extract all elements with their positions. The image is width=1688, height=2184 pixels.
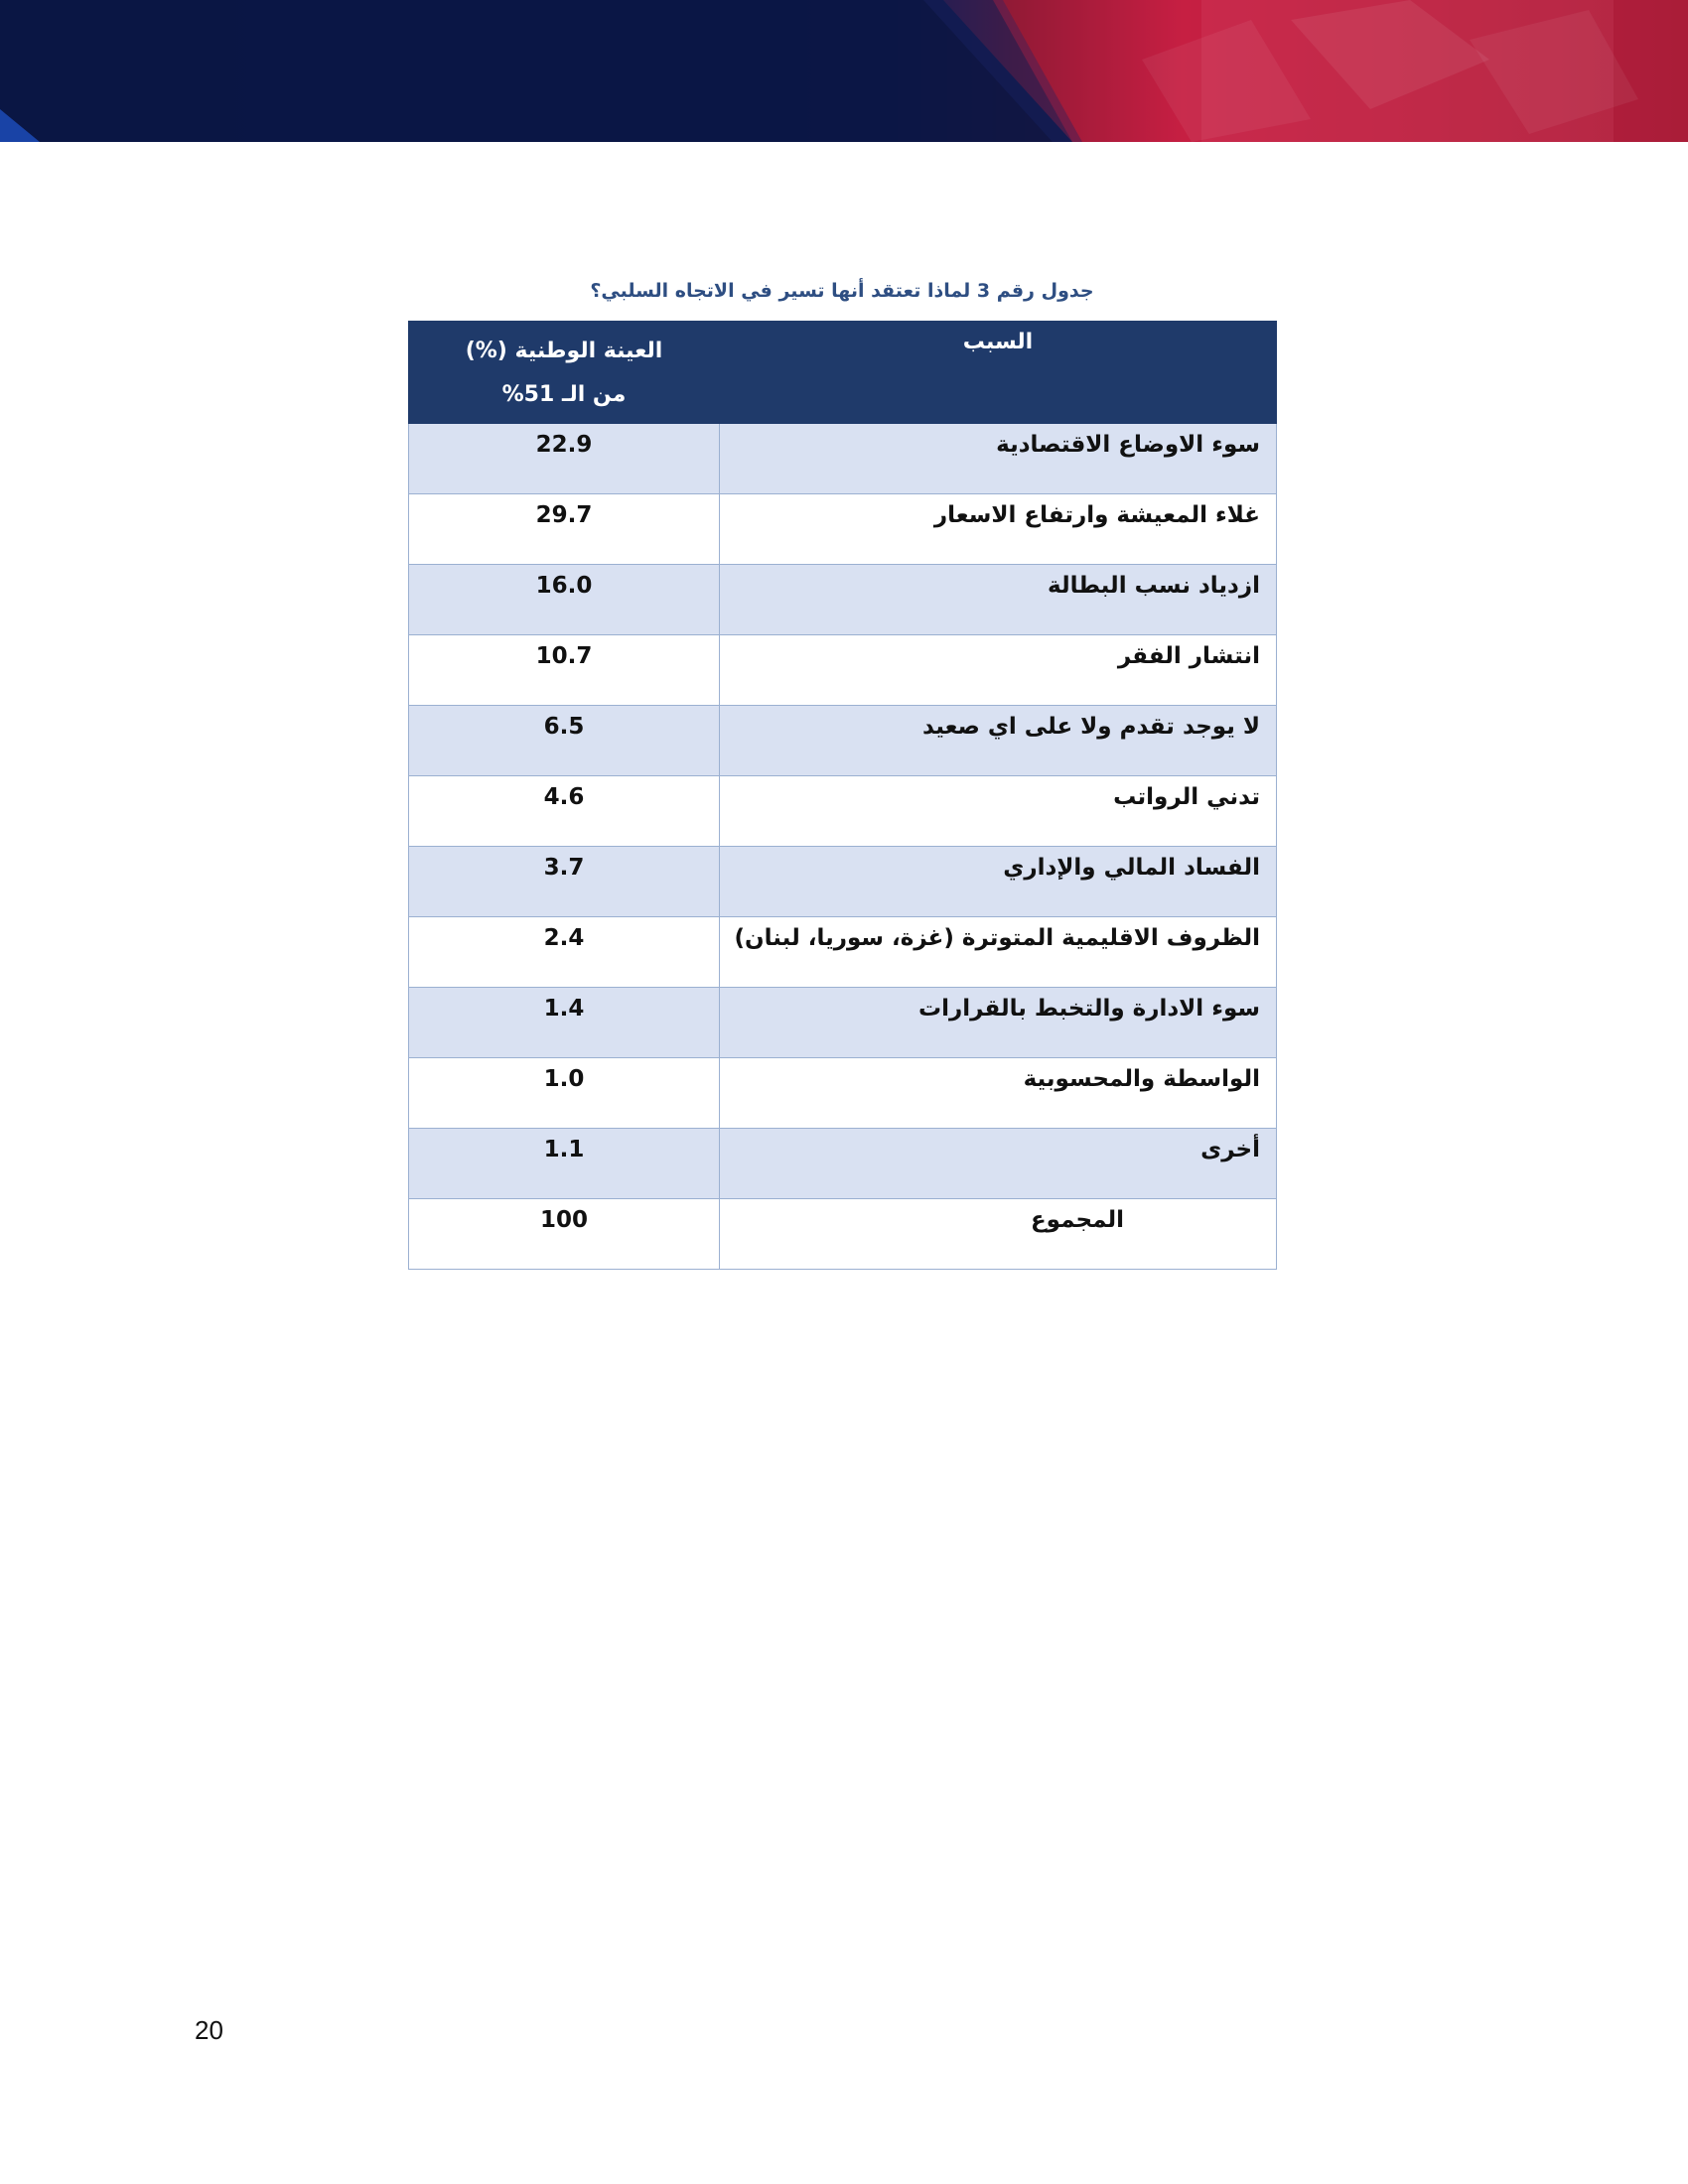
value-cell: 29.7	[409, 494, 720, 565]
table-row	[409, 988, 1277, 1058]
column-header-value-line1: العينة الوطنية (%)	[465, 339, 663, 363]
reason-cell: انتشار الفقر	[720, 635, 1277, 706]
table-row	[409, 424, 1277, 494]
page-number: 20	[195, 2015, 223, 2045]
column-header-value	[409, 322, 720, 424]
table-caption: جدول رقم 3 لماذا تعتقد أنها تسير في الاتجاه السلبي؟	[590, 280, 1094, 302]
table-row	[409, 1058, 1277, 1129]
reasons-table	[408, 321, 1277, 1270]
header-banner	[0, 0, 1688, 142]
value-cell: 6.5	[409, 706, 720, 776]
column-header-value-line2: من الـ 51%	[501, 382, 627, 407]
table-total-row	[409, 1199, 1277, 1270]
reason-cell: لا يوجد تقدم ولا على اي صعيد	[720, 706, 1277, 776]
value-cell: 10.7	[409, 635, 720, 706]
table-row	[409, 706, 1277, 776]
table-row	[409, 565, 1277, 635]
value-cell: 2.4	[409, 917, 720, 988]
value-cell: 1.4	[409, 988, 720, 1058]
table-row	[409, 847, 1277, 917]
value-cell: 1.0	[409, 1058, 720, 1129]
reasons-table-container	[408, 321, 1276, 1270]
reason-cell: تدني الرواتب	[720, 776, 1277, 847]
reason-cell: ازدياد نسب البطالة	[720, 565, 1277, 635]
reason-cell: غلاء المعيشة وارتفاع الاسعار	[720, 494, 1277, 565]
reason-cell: الفساد المالي والإداري	[720, 847, 1277, 917]
banner-graphic	[0, 0, 1688, 142]
reason-cell: الواسطة والمحسوبية	[720, 1058, 1277, 1129]
total-label-cell: المجموع	[720, 1199, 1277, 1270]
table-row	[409, 1129, 1277, 1199]
value-cell: 22.9	[409, 424, 720, 494]
table-row	[409, 635, 1277, 706]
table-header-row	[409, 322, 1277, 424]
reason-cell: سوء الادارة والتخبط بالقرارات	[720, 988, 1277, 1058]
reason-cell: الظروف الاقليمية المتوترة (غزة، سوريا، لبنان)	[720, 917, 1277, 988]
value-cell: 4.6	[409, 776, 720, 847]
reason-cell: أخرى	[720, 1129, 1277, 1199]
value-cell: 16.0	[409, 565, 720, 635]
value-cell: 1.1	[409, 1129, 720, 1199]
total-value-cell: 100	[409, 1199, 720, 1270]
table-row	[409, 494, 1277, 565]
value-cell: 3.7	[409, 847, 720, 917]
table-row	[409, 776, 1277, 847]
column-header-reason: السبب	[720, 322, 1277, 424]
reason-cell: سوء الاوضاع الاقتصادية	[720, 424, 1277, 494]
table-row	[409, 917, 1277, 988]
